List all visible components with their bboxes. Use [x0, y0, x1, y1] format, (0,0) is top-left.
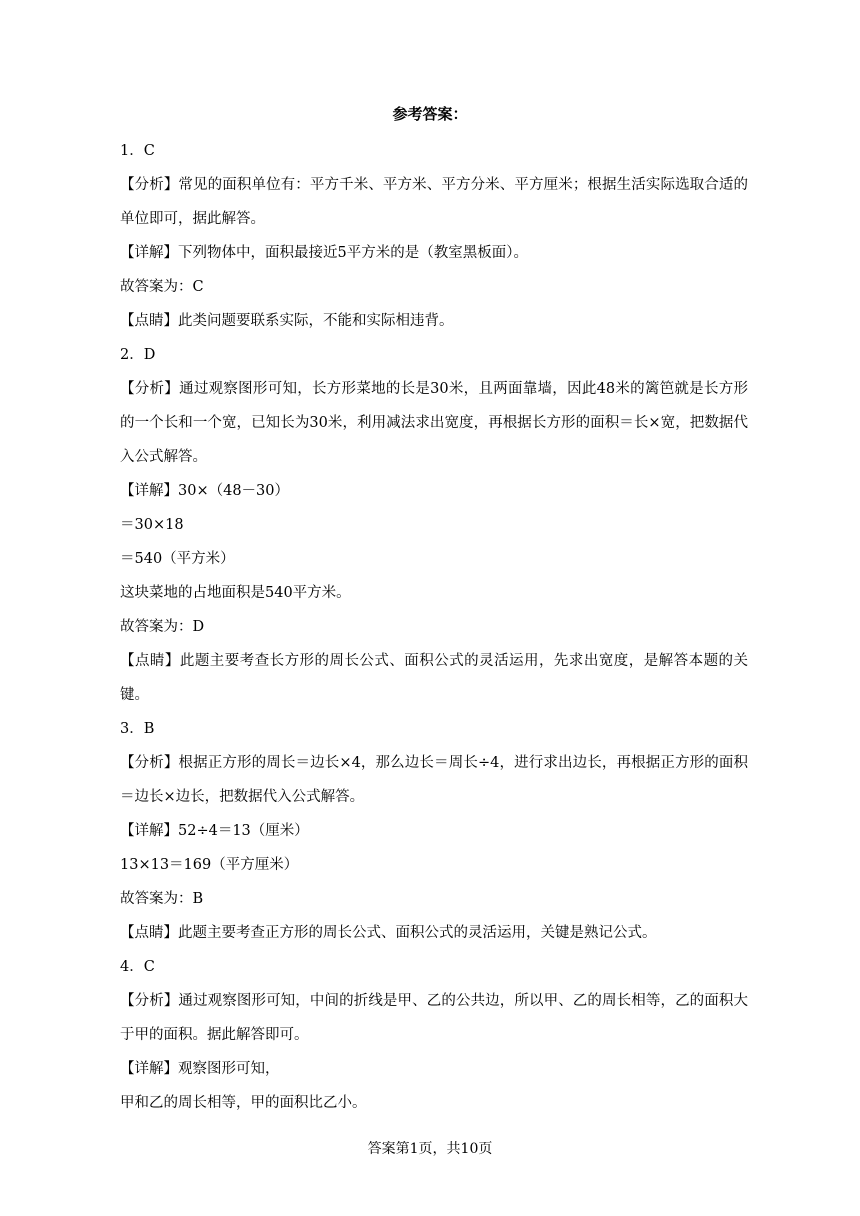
answer-4-analysis: 【分析】通过观察图形可知，中间的折线是甲、乙的公共边，所以甲、乙的周长相等，乙的面积大于甲的面积。据此解答即可。 — [120, 993, 748, 1043]
answer-2-conclusion: 这块菜地的占地面积是540平方米。 — [120, 585, 351, 601]
answer-content — [120, 134, 748, 1120]
answer-4-conclusion: 甲和乙的周长相等，甲的面积比乙小。 — [120, 1095, 367, 1111]
answer-2-step-1: ＝30×18 — [120, 517, 184, 533]
answer-3-analysis: 【分析】根据正方形的周长＝边长×4，那么边长＝周长÷4，进行求出边长，再根据正方形的面积＝边长×边长，把数据代入公式解答。 — [120, 755, 748, 805]
answer-3-step-1: 13×13＝169（平方厘米） — [120, 857, 299, 873]
answer-1-comment: 【点睛】此类问题要联系实际，不能和实际相违背。 — [120, 313, 454, 329]
answer-2-choice: 2．D — [120, 347, 156, 363]
answer-2-analysis: 【分析】通过观察图形可知，长方形菜地的长是30米，且两面靠墙，因此48米的篱笆就是长方形的一个长和一个宽，已知长为30米，利用减法求出宽度，再根据长方形的面积＝长×宽，把数据代入公式解答。 — [120, 381, 748, 465]
answer-3-choice: 3．B — [120, 721, 155, 737]
page-title: 参考答案： — [392, 105, 468, 123]
answer-2-comment: 【点睛】此题主要考查长方形的周长公式、面积公式的灵活运用，先求出宽度，是解答本题的关键。 — [120, 653, 748, 703]
answer-2-detail: 【详解】30×（48－30） — [120, 483, 290, 499]
answer-3-detail: 【详解】52÷4＝13（厘米） — [120, 823, 309, 839]
answer-1-analysis: 【分析】常见的面积单位有：平方千米、平方米、平方分米、平方厘米；根据生活实际选取合适的单位即可，据此解答。 — [120, 177, 748, 227]
answer-1-detail: 【详解】下列物体中，面积最接近5平方米的是（教室黑板面）。 — [120, 245, 528, 261]
answer-1-result: 故答案为：C — [120, 279, 204, 295]
answer-3-comment: 【点睛】此题主要考查正方形的周长公式、面积公式的灵活运用，关键是熟记公式。 — [120, 925, 657, 941]
answer-2-step-2: ＝540（平方米） — [120, 551, 235, 567]
answer-4-detail: 【详解】观察图形可知， — [120, 1061, 280, 1077]
answer-1-choice: 1．C — [120, 143, 155, 159]
page-footer: 答案第1页，共10页 — [367, 1141, 493, 1157]
answer-2-result: 故答案为：D — [120, 619, 205, 635]
answer-3-result: 故答案为：B — [120, 891, 204, 907]
answer-4-choice: 4．C — [120, 959, 155, 975]
